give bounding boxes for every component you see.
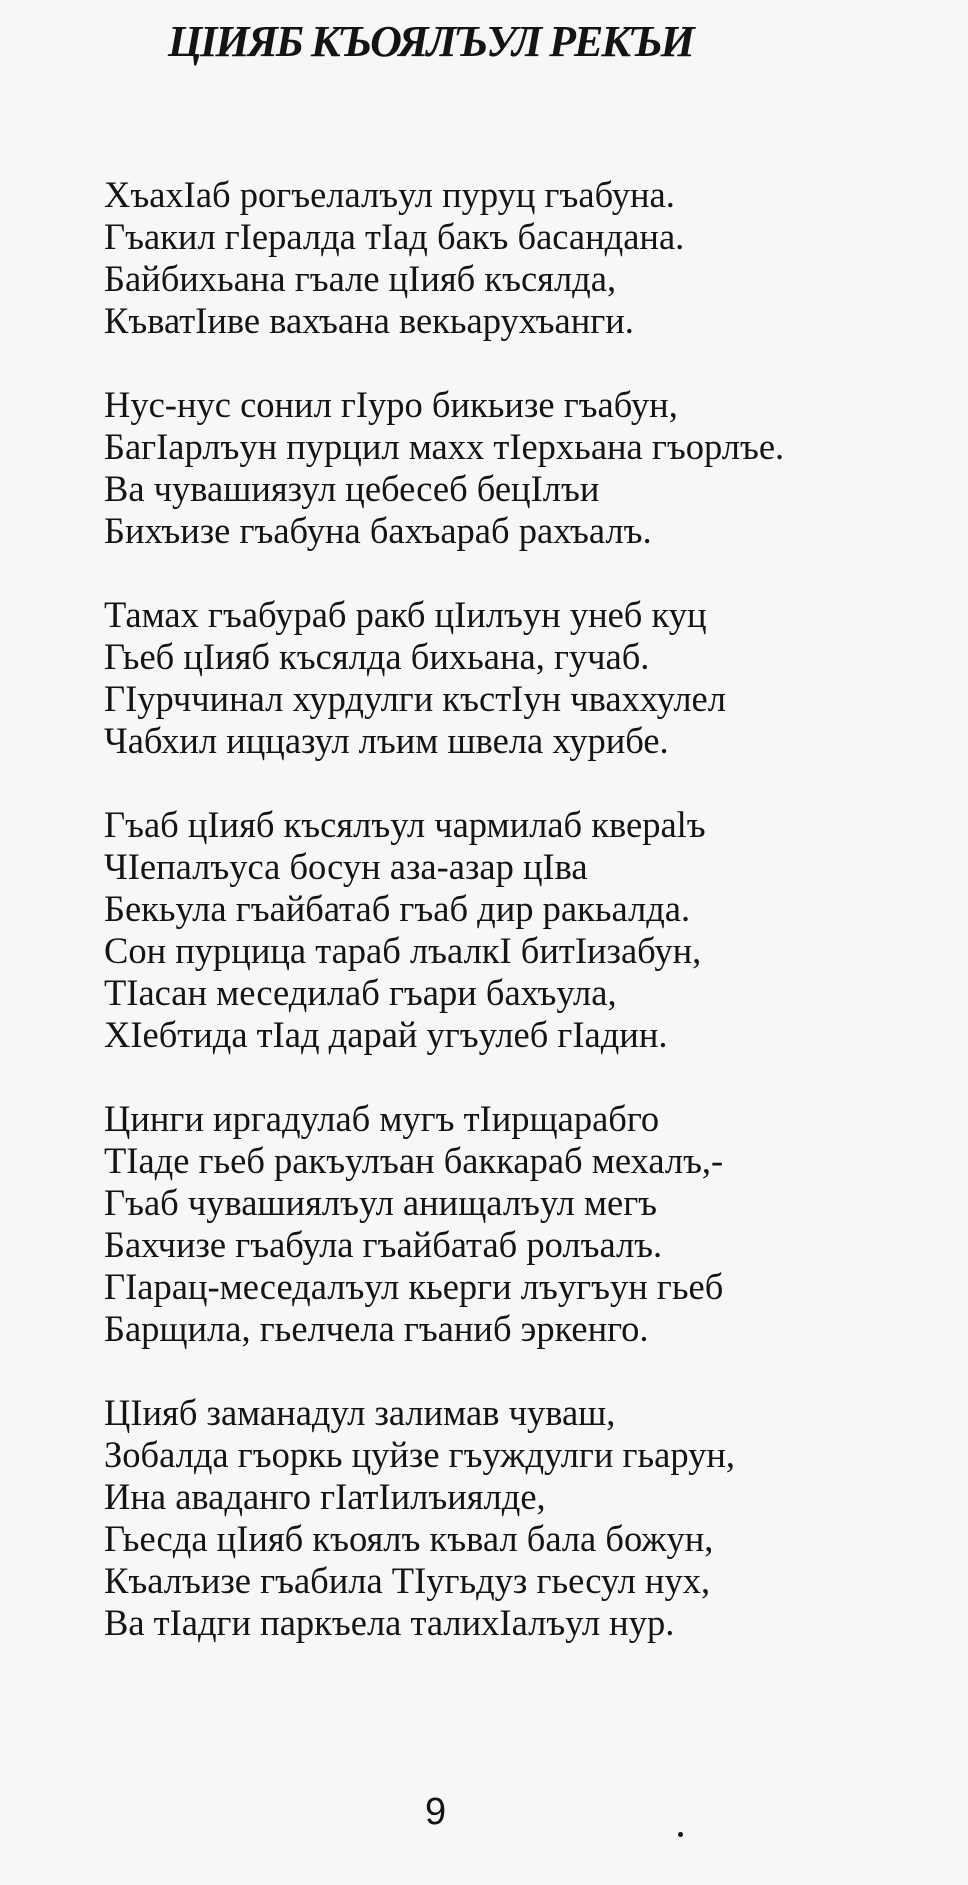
- poem-line: КъватIиве вахъана векьарухъанги.: [104, 300, 634, 341]
- poem-line: Чабхил иццазул лъим швела хурибе.: [104, 720, 669, 761]
- poem-line: Гьесда цIияб къоялъ къвал бала божун,: [104, 1518, 714, 1559]
- poem-line: Цинги иргадулаб мугъ тIирщарабго: [104, 1098, 660, 1139]
- stanza-1: [104, 174, 964, 342]
- poem-line: Барщила, гьелчела гъаниб эркенго.: [104, 1308, 649, 1349]
- poem-line: Бихъизе гъабуна бахъараб рахъалъ.: [104, 510, 652, 551]
- poem-title: ЦIИЯБ КЪОЯЛЪУЛ РЕКЪИ: [168, 17, 693, 66]
- poem-line: Бекьула гъайбатаб гъаб дир ракьалда.: [104, 888, 691, 929]
- poem-line: ГIарац-меседалъул кьерги лъугъун гьеб: [104, 1266, 724, 1307]
- print-mark: [678, 1832, 683, 1837]
- poem-line: Къалъизе гъабила ТIугьдуз гьесул нух,: [104, 1560, 711, 1601]
- poem-line: ГIурччинал хурдулги къстIун чваххулел: [104, 678, 726, 719]
- stanza-4: [104, 804, 964, 1056]
- poem-line: ХъахIаб рогъелалъул пуруц гъабуна.: [104, 174, 675, 215]
- poem-line: Байбихьана гъале цIияб късялда,: [104, 258, 617, 299]
- stanza-5: [104, 1098, 964, 1350]
- poem-line: Гъаб чувашиялъул анищалъул мегъ: [104, 1182, 658, 1223]
- poem-line: Бахчизе гъабула гъайбатаб ролъалъ.: [104, 1224, 663, 1265]
- poem-line: ЦIияб заманадул залимав чуваш,: [104, 1392, 616, 1433]
- stanza-3: [104, 594, 964, 762]
- poem-line: Гъакил гIералда тIад бакъ басандана.: [104, 216, 685, 257]
- poem-line: Тамах гъабураб ракб цIилъун унеб куц: [104, 594, 707, 635]
- poem-line: Сон пурцица тараб лъалкI битIизабун,: [104, 930, 702, 971]
- poem-line: Зобалда гъоркь цуйзе гъуждулги гьарун,: [104, 1434, 736, 1475]
- poem-line: Нус-нус сонил гIуро бикьизе гъабун,: [104, 384, 678, 425]
- poem-line: Ва тIадги паркъела талихIалъул нур.: [104, 1602, 675, 1643]
- poem-line: ХIебтида тIад дарай угъулеб гIадин.: [104, 1014, 668, 1055]
- stanza-6: [104, 1392, 964, 1644]
- poem-line: ТIаде гьеб ракъулъан баккараб мехалъ,-: [104, 1140, 724, 1181]
- stanza-2: [104, 384, 964, 552]
- poem-line: ЧIепалъуса босун аза-азар цIва: [104, 846, 588, 887]
- poem-line: ТIасан меседилаб гъари бахъула,: [104, 972, 617, 1013]
- poem-line: Гьеб цIияб късялда бихьана, гучаб.: [104, 636, 650, 677]
- page-number: 9: [425, 1791, 447, 1833]
- poem-line: Гъаб цIияб късялъул чармилаб кверalъ: [104, 804, 706, 845]
- poem-line: БагIарлъун пурцил махх тIерхьана гъорлъе.: [104, 426, 785, 467]
- poem-line: Ина аваданго гIатIилъиялде,: [104, 1476, 546, 1517]
- poem-line: Ва чувашиязул цебесеб бецIлъи: [104, 468, 600, 509]
- poem-body: [104, 174, 964, 1686]
